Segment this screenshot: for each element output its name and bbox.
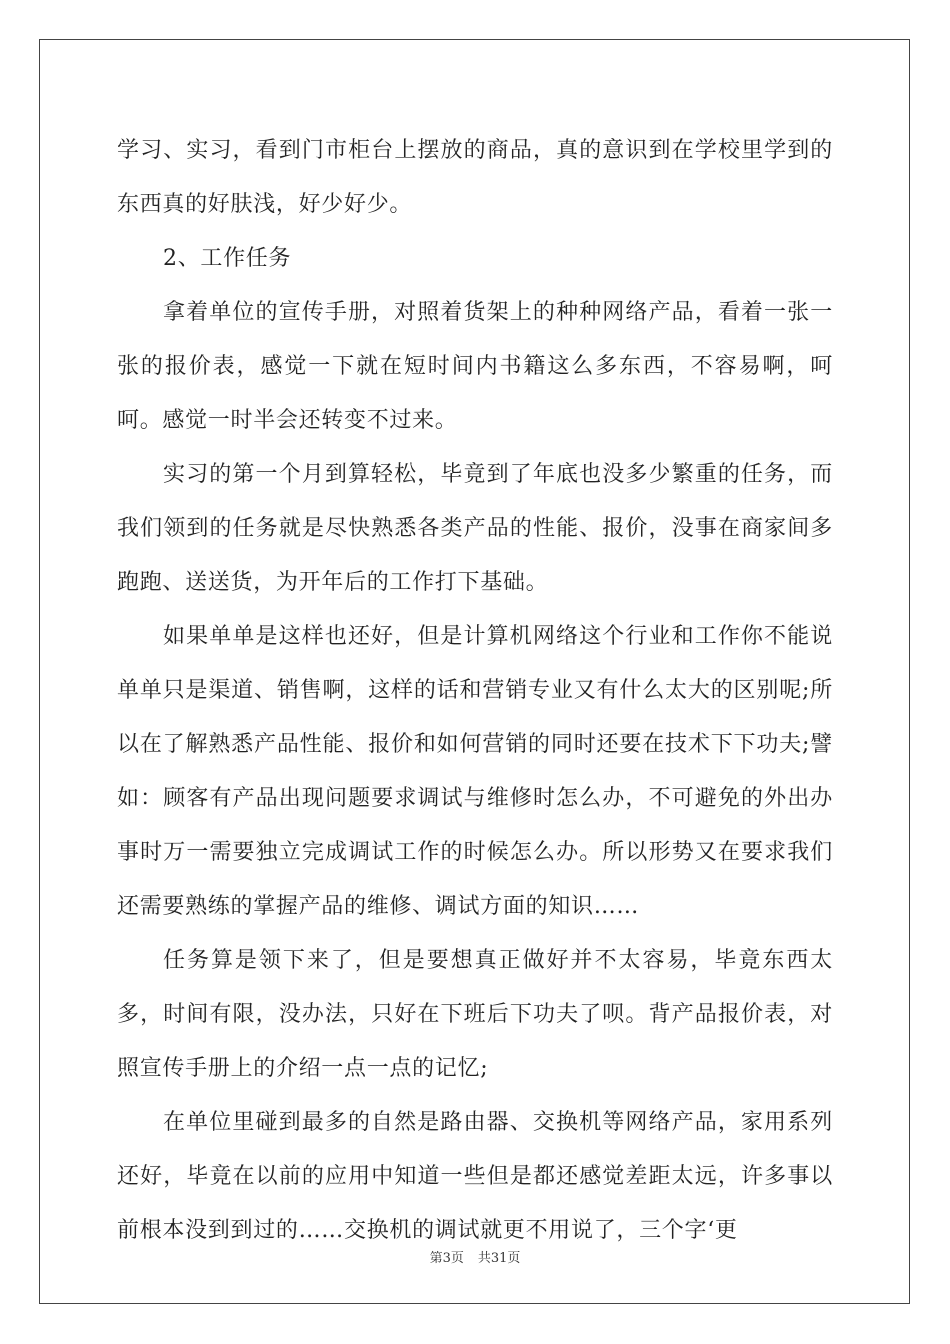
paragraph-5: 如果单单是这样也还好，但是计算机网络这个行业和工作你不能说单单只是渠道、销售啊，这样的话和营销专业又有什么太大的区别呢;所以在了解熟悉产品性能、报价和如何营销的同时还要在技术下下功夫;譬如：顾客有产品出现问题要求调试与维修时怎么办，不可避免的外出办事时万一需要独立完成调试工作的时候怎么办。所以形势又在要求我们还需要熟练的掌握产品的维修、调试方面的知识……: [117, 624, 833, 919]
page-total: 共31页: [477, 1251, 521, 1266]
paragraph-7: 在单位里碰到最多的自然是路由器、交换机等网络产品，家用系列还好，毕竟在以前的应用中知道一些但是都还感觉差距太远，许多事以前根本没到到过的……交换机的调试就更不用说了，三个字‘更: [117, 1110, 833, 1243]
document-body: [117, 124, 833, 1258]
page-footer: [0, 1247, 950, 1266]
page-number: 第3页: [429, 1251, 464, 1266]
paragraph-6: 任务算是领下来了，但是要想真正做好并不太容易，毕竟东西太多，时间有限，没办法，只好在下班后下功夫了呗。背产品报价表，对照宣传手册上的介绍一点一点的记忆;: [117, 948, 833, 1081]
section-heading-work-tasks: 2、工作任务: [163, 246, 292, 271]
paragraph-4: 实习的第一个月到算轻松，毕竟到了年底也没多少繁重的任务，而我们领到的任务就是尽快熟悉各类产品的性能、报价，没事在商家间多跑跑、送送货，为开年后的工作打下基础。: [117, 462, 833, 595]
paragraph-1: 学习、实习，看到门市柜台上摆放的商品，真的意识到在学校里学到的东西真的好肤浅，好少好少。: [117, 138, 833, 217]
paragraph-3: 拿着单位的宣传手册，对照着货架上的种种网络产品，看着一张一张的报价表，感觉一下就在短时间内书籍这么多东西，不容易啊，呵呵。感觉一时半会还转变不过来。: [117, 300, 833, 433]
